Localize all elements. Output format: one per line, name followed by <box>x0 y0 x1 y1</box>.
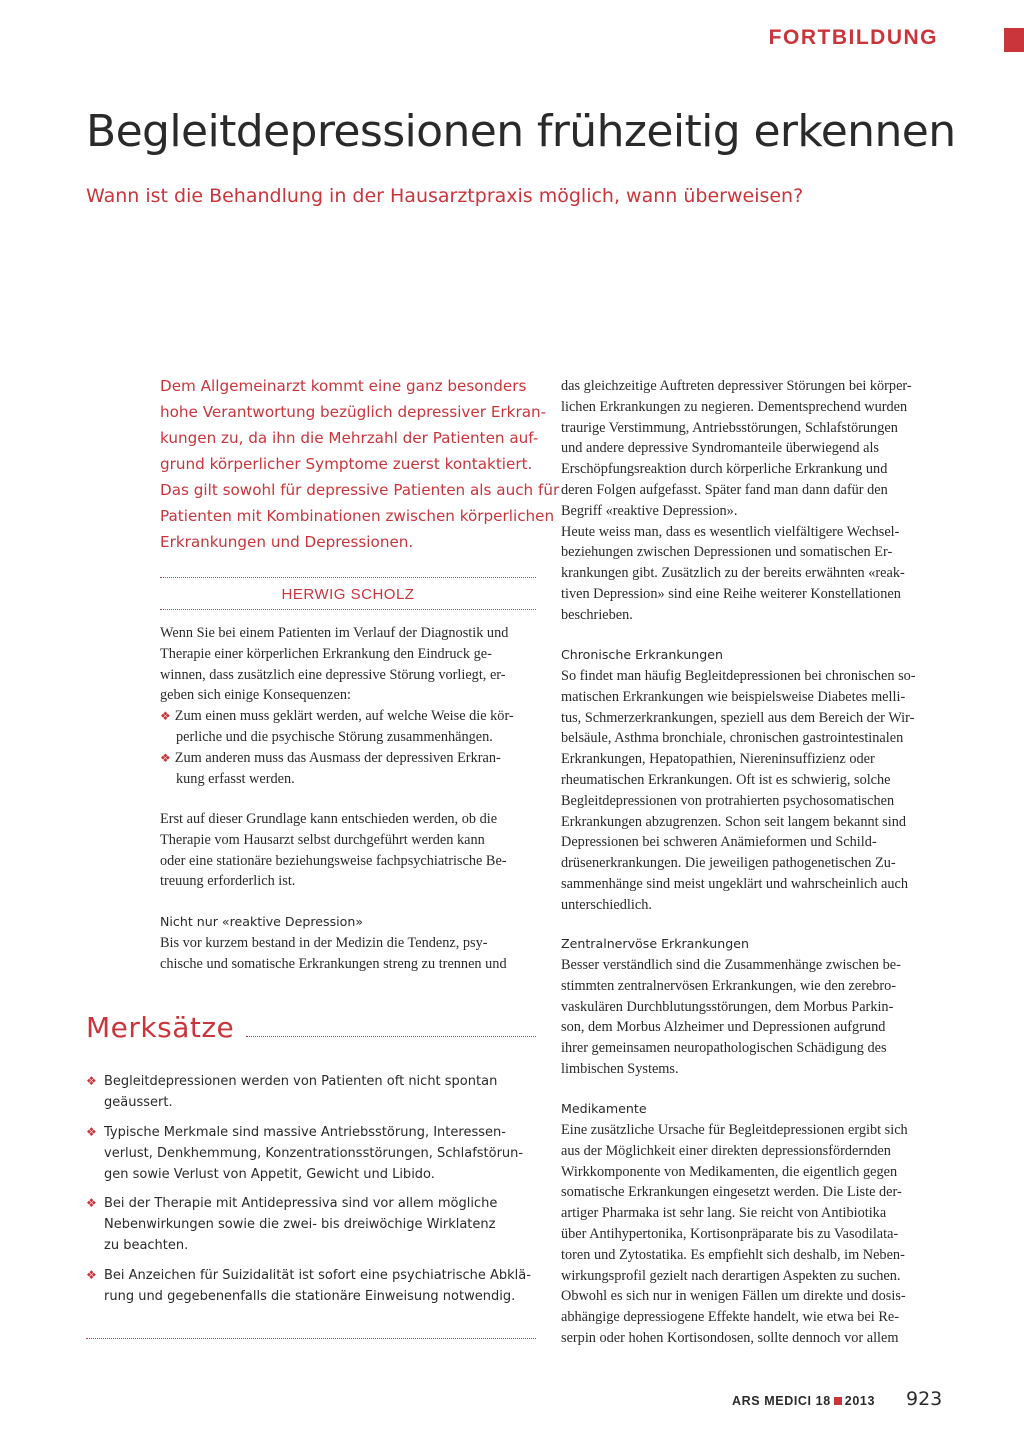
text-line: Typische Merkmale sind massive Antriebsstörung, Interessen- <box>104 1125 506 1140</box>
text-line: aus der Möglichkeit einer direkten depressionsfördernden <box>561 1142 891 1159</box>
merksatz-item <box>86 1122 546 1185</box>
text-line: Besser verständlich sind die Zusammenhänge zwischen be- <box>561 957 901 973</box>
text-line: das gleichzeitige Auftreten depressiver Störungen bei körper- <box>561 378 912 394</box>
text-line: Bei der Therapie mit Antidepressiva sind vor allem mögliche <box>104 1196 498 1211</box>
text-line: Wirkkomponente von Medikamenten, die eigentlich gegen <box>561 1163 898 1180</box>
author-rule-bottom <box>160 609 536 610</box>
text-line: rung und gegebenenfalls die stationäre Einweisung notwendig. <box>104 1289 516 1304</box>
journal-year: 2013 <box>844 1394 876 1408</box>
diamond-bullet-icon: ❖ <box>86 1268 97 1282</box>
merksatz-item <box>86 1071 546 1113</box>
text-line: Zum einen muss geklärt werden, auf welche Weise die kör- <box>174 708 514 725</box>
text-line: vaskulären Durchblutungsstörungen, dem Morbus Parkin- <box>561 998 894 1015</box>
text-line: über Antihypertonika, Kortisonpräparate bis zu Vasodilata- <box>561 1225 899 1242</box>
article-title: Begleitdepressionen frühzeitig erkennen <box>86 106 956 157</box>
text-line: geben sich einige Konsequenzen: <box>160 687 351 704</box>
section-heading: Medikamente <box>561 1101 647 1116</box>
text-line: geäussert. <box>104 1095 173 1110</box>
text-line: limbischen Systems. <box>561 1060 679 1077</box>
text-line: serpin oder hohen Kortisondosen, sollte dennoch vor allem <box>561 1329 899 1346</box>
text-line: Wenn Sie bei einem Patienten im Verlauf der Diagnostik und <box>160 625 509 641</box>
text-line: treuung erforderlich ist. <box>160 873 296 890</box>
text-line: verlust, Denkhemmung, Konzentrationsstörungen, Schlafstörun- <box>104 1146 524 1161</box>
lead-line: Dem Allgemeinarzt kommt eine ganz besonders <box>160 377 527 395</box>
journal-name: ARS MEDICI 18 <box>732 1394 831 1408</box>
text-line: son, dem Morbus Alzheimer und Depressionen aufgrund <box>561 1019 886 1036</box>
text-line: Nebenwirkungen sowie die zwei- bis dreiwöchige Wirklatenz <box>104 1217 496 1232</box>
text-line: stimmten zentralnervösen Erkrankungen, wie den zerebro- <box>561 977 897 994</box>
text-line: Obwohl es sich nur in wenigen Fällen um direkte und dosis- <box>561 1288 906 1305</box>
lead-line: Das gilt sowohl für depressive Patienten als auch für <box>160 481 560 499</box>
text-line: Begriff «reaktive Depression». <box>561 502 738 519</box>
text-line: Depressionen bei schweren Anämieformen und Schild- <box>561 834 877 851</box>
lead-line: grund körperlicher Symptome zuerst kontaktiert. <box>160 455 533 473</box>
merksatz-item <box>86 1265 546 1307</box>
text-line: belsäule, Asthma bronchiale, chronischen gastrointestinalen <box>561 730 904 747</box>
text-line: und andere depressive Syndromanteile überwiegend als <box>561 440 880 457</box>
text-line: beschrieben. <box>561 606 633 623</box>
text-line: traurige Verstimmung, Antriebsstörungen, Schlafstörungen <box>561 419 898 436</box>
section-heading: Chronische Erkrankungen <box>561 647 723 662</box>
section-label: FORTBILDUNG <box>768 26 938 49</box>
text-line: ihrer gemeinsamen neuropathologischen Schädigung des <box>561 1040 887 1057</box>
diamond-bullet-icon: ❖ <box>86 1074 97 1088</box>
left-para2 <box>160 809 540 892</box>
text-line: Therapie einer körperlichen Erkrankung den Eindruck ge- <box>160 645 492 662</box>
text-line: Erkrankungen, Hepatopathien, Niereninsuffizienz oder <box>561 751 875 768</box>
text-line: kung erfasst werden. <box>176 770 295 787</box>
text-line: matischen Erkrankungen wie beispielsweise Diabetes melli- <box>561 688 906 705</box>
author-rule-top <box>160 577 536 578</box>
diamond-bullet-icon: ❖ <box>160 750 171 765</box>
diamond-bullet-icon: ❖ <box>86 1125 97 1139</box>
text-line: gen sowie Verlust von Appetit, Gewicht und Libido. <box>104 1167 435 1182</box>
merksaetze-title-rule <box>246 1036 536 1037</box>
merksaetze-title: Merksätze <box>86 1011 235 1044</box>
right-para4 <box>561 1120 941 1349</box>
section-marker <box>1004 28 1024 52</box>
text-line: Eine zusätzliche Ursache für Begleitdepressionen ergibt sich <box>561 1122 908 1138</box>
section-heading: Zentralnervöse Erkrankungen <box>561 936 749 951</box>
lead-line: kungen zu, da ihn die Mehrzahl der Patienten auf- <box>160 429 539 447</box>
text-line: So findet man häufig Begleitdepressionen bei chronischen so- <box>561 668 916 684</box>
text-line: oder eine stationäre beziehungsweise fachpsychiatrische Be- <box>160 852 507 869</box>
bullet-line <box>160 706 540 727</box>
text-line: Erst auf dieser Grundlage kann entschieden werden, ob die <box>160 811 498 827</box>
text-line: tiven Depression» sind eine Reihe weiterer Konstellationen <box>561 585 901 602</box>
text-line: artiger Pharmaka ist sehr lang. Sie reicht von Antibiotika <box>561 1205 887 1222</box>
left-para3 <box>160 933 540 975</box>
text-line: chische und somatische Erkrankungen streng zu trennen und <box>160 955 507 972</box>
journal-footer <box>732 1394 875 1408</box>
lead-line: Patienten mit Kombinationen zwischen körperlichen <box>160 507 555 525</box>
author-name: HERWIG SCHOLZ <box>281 586 415 603</box>
diamond-bullet-icon: ❖ <box>160 709 171 724</box>
text-line: somatische Erkrankungen eingesetzt werden. Die Liste der- <box>561 1184 902 1201</box>
text-line: Begleitdepressionen werden von Patienten oft nicht spontan <box>104 1074 498 1089</box>
text-line: wirkungsprofil gezielt nach derartigen Aspekten zu suchen. <box>561 1267 901 1284</box>
merksatz-item <box>86 1193 546 1256</box>
text-line: Erkrankungen abzugrenzen. Schon seit langem bekannt sind <box>561 813 907 830</box>
text-line: sammenhänge sind meist ungeklärt und wahrscheinlich auch <box>561 875 908 892</box>
text-line: beziehungen zwischen Depressionen und somatischen Er- <box>561 544 893 561</box>
text-line: tus, Schmerzerkrankungen, speziell aus dem Bereich der Wir- <box>561 709 915 726</box>
right-para1 <box>561 376 941 626</box>
text-line: Begleitdepressionen von protrahierten psychosomatischen <box>561 792 895 809</box>
text-line: zu beachten. <box>104 1238 189 1253</box>
text-line: unterschiedlich. <box>561 896 652 913</box>
text-line: deren Folgen aufgefasst. Später fand man dann dafür den <box>561 481 888 498</box>
text-line: Therapie vom Hausarzt selbst durchgeführt werden kann <box>160 831 485 848</box>
text-line: Bis vor kurzem bestand in der Medizin die Tendenz, psy- <box>160 935 488 951</box>
page-number: 923 <box>906 1388 943 1410</box>
text-line: drüsenerkrankungen. Die jeweiligen pathogenetischen Zu- <box>561 855 896 872</box>
lead-paragraph <box>160 373 560 555</box>
lead-line: Erkrankungen und Depressionen. <box>160 533 414 551</box>
text-line: rheumatischen Erkrankungen. Oft ist es schwierig, solche <box>561 771 891 788</box>
right-para3 <box>561 955 941 1080</box>
text-line: Erschöpfungsreaktion durch körperliche Erkrankung und <box>561 461 888 478</box>
text-line: winnen, dass zusätzlich eine depressive Störung vorliegt, er- <box>160 666 506 683</box>
section-heading: Nicht nur «reaktive Depression» <box>160 914 364 929</box>
lead-line: hohe Verantwortung bezüglich depressiver Erkran- <box>160 403 547 421</box>
left-intro <box>160 623 540 789</box>
text-line: lichen Erkrankungen zu negieren. Dementsprechend wurden <box>561 398 908 415</box>
right-para2 <box>561 666 941 916</box>
text-line: abhängige depressiogene Effekte handelt, wie etwa bei Re- <box>561 1309 899 1326</box>
footer-square-icon <box>834 1397 842 1405</box>
bullet-line <box>160 748 540 769</box>
text-line: perliche und die psychische Störung zusammenhängen. <box>176 728 493 745</box>
text-line: krankungen gibt. Zusätzlich zu der bereits erwähnten «reak- <box>561 565 905 582</box>
text-line: Zum anderen muss das Ausmass der depressiven Erkran- <box>174 749 501 766</box>
diamond-bullet-icon: ❖ <box>86 1196 97 1210</box>
merksaetze-bottom-rule <box>86 1338 536 1339</box>
article-subtitle: Wann ist die Behandlung in der Hausarztpraxis möglich, wann überweisen? <box>86 185 804 207</box>
text-line: Heute weiss man, dass es wesentlich vielfältigere Wechsel- <box>561 523 900 540</box>
text-line: Bei Anzeichen für Suizidalität ist sofort eine psychiatrische Abklä- <box>104 1268 531 1283</box>
text-line: toren und Zytostatika. Es empfiehlt sich deshalb, im Neben- <box>561 1246 905 1263</box>
